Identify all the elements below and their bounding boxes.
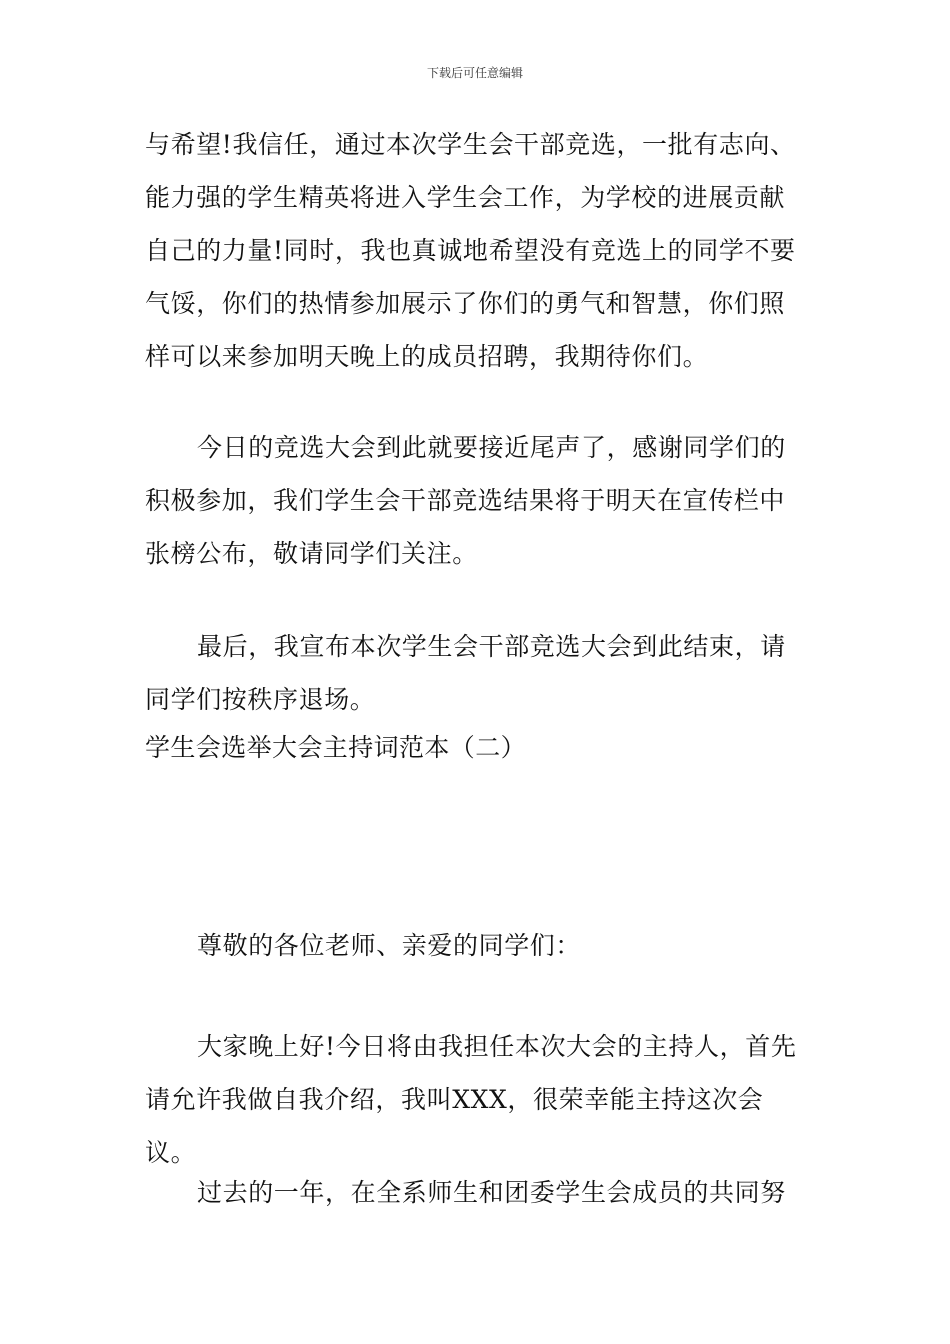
paragraph-3: [145, 620, 807, 726]
section-title: 学生会选举大会主持词范本（二）: [145, 733, 527, 762]
paragraph-1: [145, 118, 807, 383]
paragraph-6: [145, 1166, 807, 1219]
paragraph-text: 今日的竞选大会到此就要接近尾声了，感谢同学们的积极参加，我们学生会干部竞选结果将于明天在宣传栏中张榜公布，敬请同学们关注。: [145, 433, 786, 568]
paragraph-text: 与希望!我信任，通过本次学生会干部竞选，一批有志向、能力强的学生精英将进入学生会工作，为学校的进展贡献自己的力量!同时，我也真诚地希望没有竞选上的同学不要气馁，你们的热情参加展示了你们的勇气和智慧，你们照样可以来参加明天晚上的成员招聘，我期待你们。: [145, 130, 796, 371]
paragraph-5: [145, 1020, 807, 1179]
paragraph-4: [145, 919, 807, 972]
page-header: 下载后可任意编辑: [426, 66, 523, 80]
paragraph-2: [145, 421, 807, 580]
paragraph-text: 过去的一年，在全系师生和团委学生会成员的共同努: [197, 1178, 786, 1207]
paragraph-text: 尊敬的各位老师、亲爱的同学们：: [197, 931, 582, 960]
paragraph-text: 大家晚上好!今日将由我担任本次大会的主持人，首先请允许我做自我介绍，我叫XXX，很荣幸能主持这次会议。: [145, 1032, 797, 1167]
paragraph-text: 最后，我宣布本次学生会干部竞选大会到此结束，请同学们按秩序退场。: [145, 632, 786, 714]
